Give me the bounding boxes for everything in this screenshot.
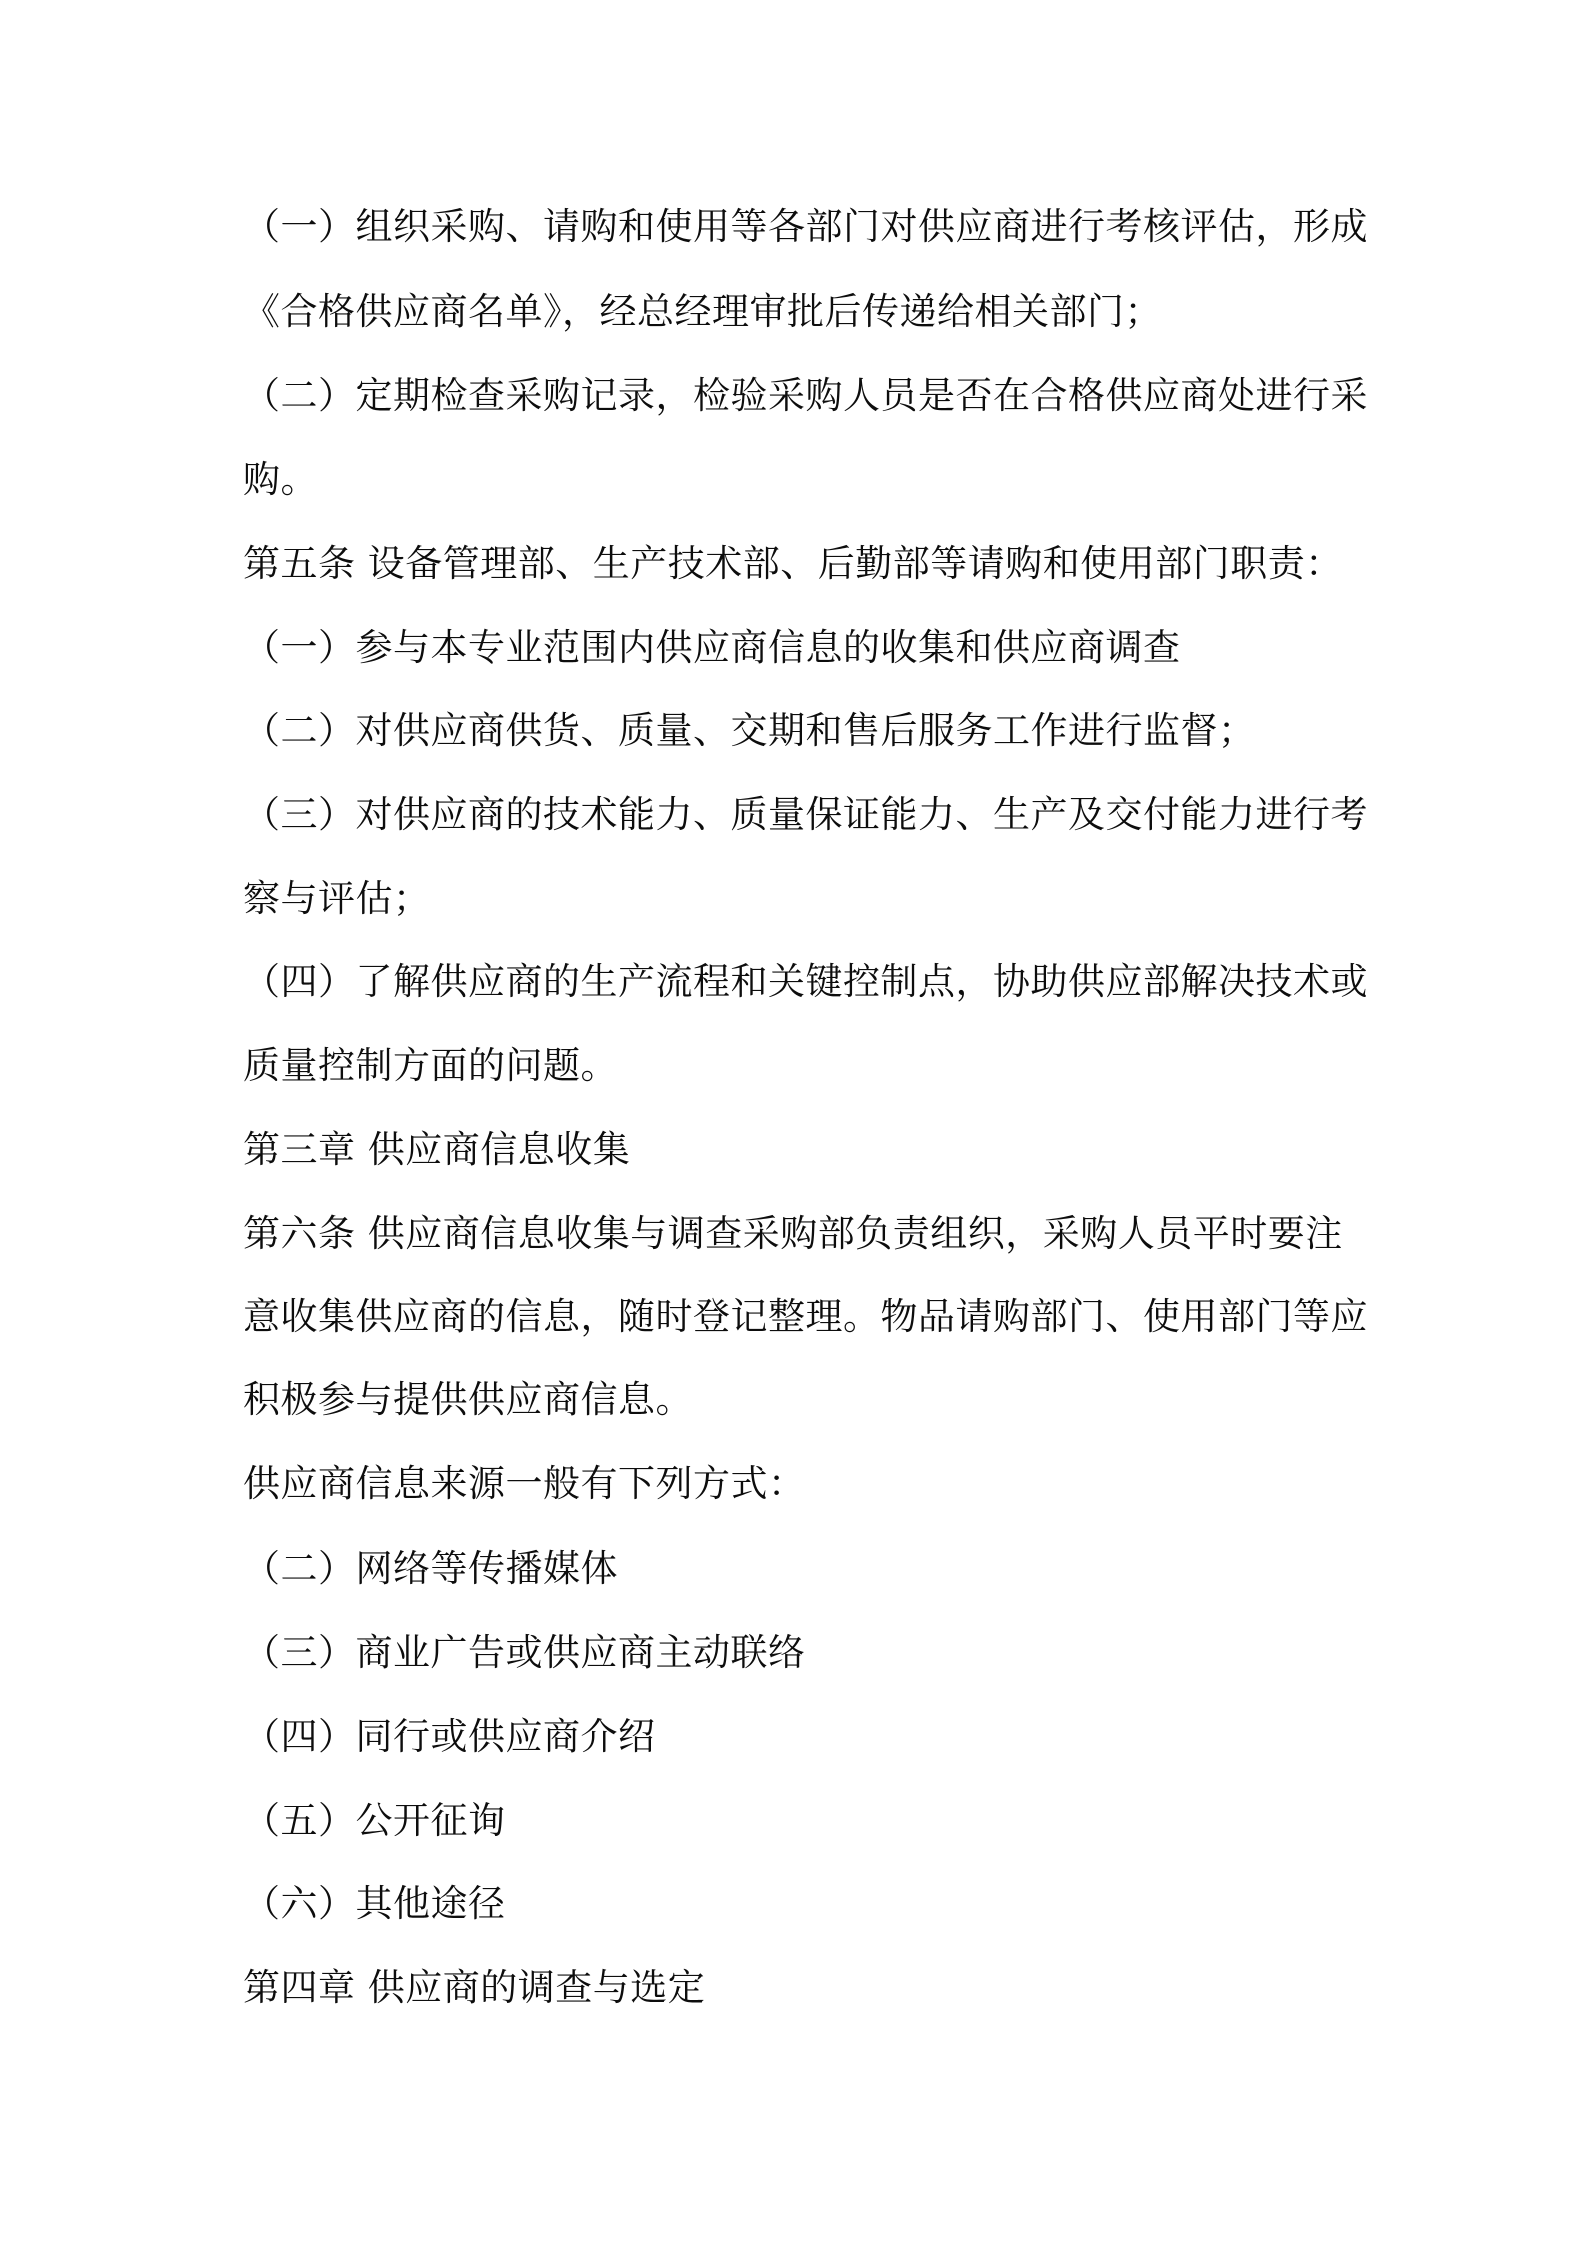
paragraph-line-6: （一）参与本专业范围内供应商信息的收集和供应商调查 <box>243 626 1181 669</box>
paragraph-line-4: 购。 <box>243 458 318 501</box>
paragraph-line-9: 察与评估； <box>243 877 431 920</box>
paragraph-line-10: （四）了解供应商的生产流程和关键控制点，协助供应部解决技术或 <box>243 960 1368 1003</box>
paragraph-line-11: 质量控制方面的问题。 <box>243 1044 618 1087</box>
chapter-4-heading: 第四章 供应商的调查与选定 <box>243 1966 706 2009</box>
source-item-6: （六）其他途径 <box>243 1882 506 1925</box>
source-item-3: （三）商业广告或供应商主动联络 <box>243 1631 806 1674</box>
article-6-line-3: 积极参与提供供应商信息。 <box>243 1378 693 1421</box>
chapter-3-heading: 第三章 供应商信息收集 <box>243 1128 631 1171</box>
paragraph-line-1: （一）组织采购、请购和使用等各部门对供应商进行考核评估，形成 <box>243 205 1368 248</box>
source-item-5: （五）公开征询 <box>243 1799 506 1842</box>
paragraph-line-3: （二）定期检查采购记录，检验采购人员是否在合格供应商处进行采 <box>243 374 1368 417</box>
source-item-2: （二）网络等传播媒体 <box>243 1547 618 1590</box>
paragraph-line-8: （三）对供应商的技术能力、质量保证能力、生产及交付能力进行考 <box>243 793 1368 836</box>
article-6-line-1: 第六条 供应商信息收集与调查采购部负责组织，采购人员平时要注 <box>243 1212 1343 1255</box>
source-item-4: （四）同行或供应商介绍 <box>243 1715 656 1758</box>
article-6-line-2: 意收集供应商的信息，随时登记整理。物品请购部门、使用部门等应 <box>243 1295 1368 1338</box>
paragraph-line-7: （二）对供应商供货、质量、交期和售后服务工作进行监督； <box>243 709 1256 752</box>
paragraph-line-2: 《合格供应商名单》，经总经理审批后传递给相关部门； <box>243 290 1162 333</box>
article-5-heading: 第五条 设备管理部、生产技术部、后勤部等请购和使用部门职责： <box>243 542 1343 585</box>
info-sources-intro: 供应商信息来源一般有下列方式： <box>243 1462 806 1505</box>
